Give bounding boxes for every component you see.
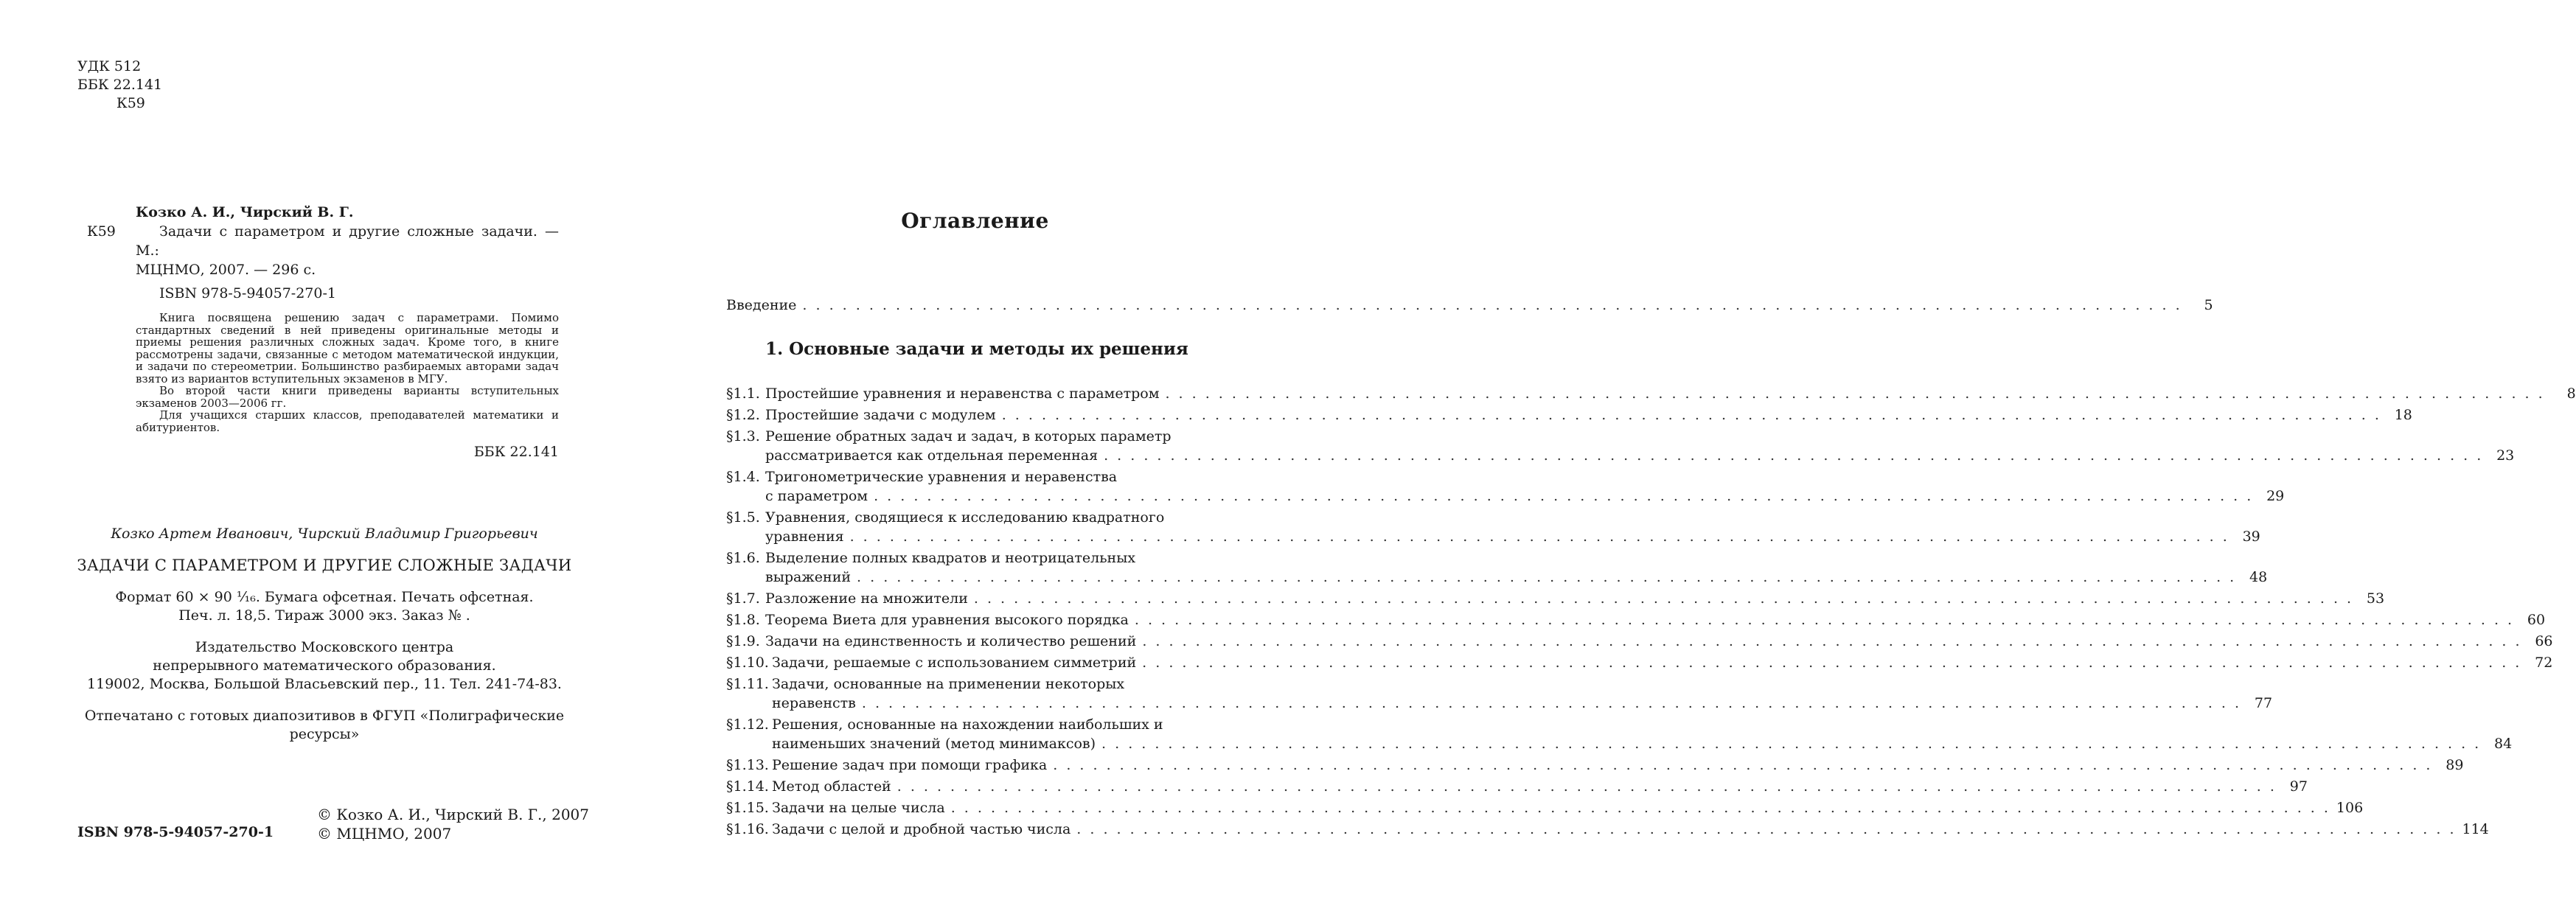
toc-entry-title: Простейшие уравнения и неравенства с параметром: [765, 386, 1160, 402]
toc-list: [726, 384, 2576, 841]
toc-entry[interactable]: [726, 508, 2260, 546]
imprint-publisher-line: Издательство Московского центра: [195, 639, 454, 655]
toc-entry[interactable]: [726, 427, 2515, 465]
toc-entry-title: уравнения: [765, 528, 844, 545]
udk-block: [77, 57, 162, 113]
leader-dots: [974, 589, 2353, 608]
imprint-authors: Козко Артем Иванович, Чирский Владимир Григорьевич: [111, 526, 538, 542]
leader-dots: [1104, 446, 2483, 465]
toc-entry[interactable]: [726, 798, 2364, 817]
toc-entry-title: Уравнения, сводящиеся к исследованию квадратного: [765, 509, 1165, 526]
toc-page-number: 97: [2289, 778, 2308, 795]
toc-section-number: §1.5.: [726, 509, 760, 526]
leader-dots: [1135, 610, 2514, 629]
author-mark: К59: [116, 95, 145, 111]
leader-dots: [1053, 756, 2432, 775]
toc-section-number: §1.9.: [726, 633, 760, 649]
leader-dots: [1165, 384, 2544, 403]
part-heading: 1. Основные задачи и методы их решения: [765, 339, 1188, 359]
toc-section-number: §1.11.: [726, 676, 769, 692]
leader-dots: [1142, 632, 2521, 651]
toc-entry[interactable]: [726, 405, 2412, 425]
toc-page-number: 5: [2204, 297, 2213, 313]
toc-page-number: 48: [2249, 569, 2268, 585]
leader-dots: [862, 694, 2241, 713]
toc-entry-title: Выделение полных квадратов и неотрицательных: [765, 550, 1136, 566]
toc-page-number: 18: [2394, 407, 2412, 423]
toc-entry[interactable]: [726, 777, 2308, 796]
toc-section-number: §1.2.: [726, 407, 760, 423]
bib-authors: Козко А. И., Чирский В. Г.: [136, 204, 354, 220]
imprint-book-title: ЗАДАЧИ С ПАРАМЕТРОМ И ДРУГИЕ СЛОЖНЫЕ ЗАДАЧИ: [77, 557, 572, 574]
leader-dots: [1076, 820, 2456, 839]
leader-dots: [874, 486, 2253, 506]
toc-entry-label: Введение: [726, 297, 797, 313]
leader-dots: [951, 798, 2330, 817]
toc-entry[interactable]: [726, 820, 2489, 839]
toc-entry[interactable]: [726, 610, 2546, 629]
toc-page-number: 77: [2254, 695, 2273, 711]
toc-section-number: §1.1.: [726, 386, 760, 402]
toc-entry-title: Задачи, решаемые с использованием симметрий: [772, 655, 1137, 671]
toc-entry-title: Тригонометрические уравнения и неравенства: [765, 469, 1118, 485]
leader-dots: [897, 777, 2277, 796]
toc-entry-title: Разложение на множители: [765, 590, 968, 607]
toc-entry-title: Теорема Виета для уравнения высокого порядка: [765, 612, 1129, 628]
toc-title: Оглавление: [901, 209, 1049, 233]
bib-title-line2: МЦНМО, 2007. — 296 с.: [136, 262, 316, 278]
toc-page-number: 84: [2494, 736, 2513, 752]
udk-code: УДК 512: [77, 58, 142, 74]
toc-page-number: 23: [2496, 447, 2515, 464]
toc-page-number: 72: [2535, 655, 2553, 671]
toc-section-number: §1.12.: [726, 716, 769, 733]
toc-entry-title: Метод областей: [772, 778, 891, 795]
toc-entry-title: Задачи на единственность и количество решений: [765, 633, 1137, 649]
toc-entry-title: Решение обратных задач и задач, в которых параметр: [765, 428, 1172, 444]
bib-isbn: ISBN 978-5-94057-270-1: [159, 285, 336, 301]
toc-entry-title: выражений: [765, 569, 852, 585]
toc-section-number: §1.7.: [726, 590, 760, 607]
toc-section-number: §1.10.: [726, 655, 769, 671]
leader-dots: [1142, 653, 2521, 672]
bib-code: К59: [87, 223, 116, 240]
abstract: [87, 312, 559, 433]
copyright-line: © Козко А. И., Чирский В. Г., 2007: [317, 806, 589, 823]
toc-page-number: 8: [2566, 386, 2576, 402]
toc-entry-title: Задачи, основанные на применении некоторых: [772, 676, 1125, 692]
toc-entry-title: с параметром: [765, 488, 868, 504]
toc-entry[interactable]: [726, 756, 2464, 775]
toc-entry-title: Задачи с целой и дробной частью числа: [772, 821, 1071, 837]
imprint-format-line: Формат 60 × 90 ¹⁄₁₆. Бумага офсетная. Печать офсетная.: [115, 589, 534, 605]
leader-dots: [1101, 734, 2481, 753]
toc-page-number: 53: [2366, 590, 2385, 607]
imprint-format-line: Печ. л. 18,5. Тираж 3000 экз. Заказ № .: [178, 607, 470, 624]
toc-section-number: §1.14.: [726, 778, 769, 795]
toc-entry-title: рассматривается как отдельная переменная: [765, 447, 1099, 464]
imprint-block: [74, 525, 575, 744]
toc-entry[interactable]: [726, 715, 2513, 753]
toc-page-number: 29: [2266, 488, 2285, 504]
abstract-paragraph: Книга посвящена решению задач с параметрами. Помимо стандартных сведений в ней приведены оригинальные методы и приемы решения различных сложных задач. Кроме того, в книге рассмотрены задачи, связанные с методом математической индукции, и задачи по стереометрии. Большинство разбираемых авторами задач взято из вариантов вступительных экзаменов в МГУ.: [136, 311, 559, 386]
copyright-line: © МЦНМО, 2007: [317, 825, 452, 843]
abstract-paragraph: Во второй части книги приведены варианты вступительных экзаменов 2003—2006 гг.: [136, 384, 559, 410]
toc-page-number: 60: [2527, 612, 2546, 628]
toc-page-number: 114: [2462, 821, 2489, 837]
bibliographic-record: [87, 203, 559, 461]
toc-section-number: §1.16.: [726, 821, 769, 837]
toc-entry[interactable]: [726, 548, 2268, 587]
leader-dots: [857, 568, 2236, 587]
isbn-bottom: ISBN 978-5-94057-270-1: [77, 824, 274, 840]
toc-entry-title: Простейшие задачи с модулем: [765, 407, 996, 423]
toc-entry[interactable]: [726, 589, 2385, 608]
leader-dots: [1002, 405, 2381, 425]
leader-dots: [850, 527, 2229, 546]
imprint-publisher-line: непрерывного математического образования.: [153, 657, 496, 674]
leader-dots: [802, 297, 2182, 313]
bib-title-line1: Задачи с параметром и другие сложные задачи. — М.:: [136, 223, 559, 259]
toc-entry[interactable]: [726, 653, 2553, 672]
toc-entry[interactable]: [726, 467, 2285, 506]
toc-entry-title: наименьших значений (метод минимаксов): [772, 736, 1096, 752]
imprint-printed: Отпечатано с готовых диапозитивов в ФГУП «Полиграфические ресурсы»: [84, 708, 565, 742]
toc-section-number: §1.3.: [726, 428, 760, 444]
toc-entry-title: Решение задач при помощи графика: [772, 757, 1048, 773]
toc-section-number: §1.8.: [726, 612, 760, 628]
toc-page-number: 89: [2446, 757, 2464, 773]
toc-section-number: §1.13.: [726, 757, 769, 773]
toc-entry-title: Решения, основанные на нахождении наибольших и: [772, 716, 1163, 733]
imprint-publisher-line: 119002, Москва, Большой Власьевский пер., 11. Тел. 241-74-83.: [87, 676, 562, 692]
abstract-paragraph: Для учащихся старших классов, преподавателей математики и абитуриентов.: [136, 408, 559, 434]
bib-bbk: ББК 22.141: [473, 444, 559, 460]
toc-section-number: §1.6.: [726, 550, 760, 566]
toc-entry-intro[interactable]: [726, 297, 2213, 313]
toc-section-number: §1.15.: [726, 800, 769, 816]
toc-page-number: 39: [2242, 528, 2260, 545]
toc-section-number: §1.4.: [726, 469, 760, 485]
toc-entry-title: Задачи на целые числа: [772, 800, 945, 816]
toc-entry[interactable]: [726, 632, 2553, 651]
toc-entry-title: неравенств: [772, 695, 856, 711]
copyright-block: [317, 805, 589, 843]
toc-page-number: 106: [2336, 800, 2364, 816]
toc-entry[interactable]: [726, 674, 2273, 713]
toc-page-number: 66: [2535, 633, 2553, 649]
bbk-code: ББК 22.141: [77, 77, 163, 93]
toc-entry[interactable]: [726, 384, 2576, 403]
